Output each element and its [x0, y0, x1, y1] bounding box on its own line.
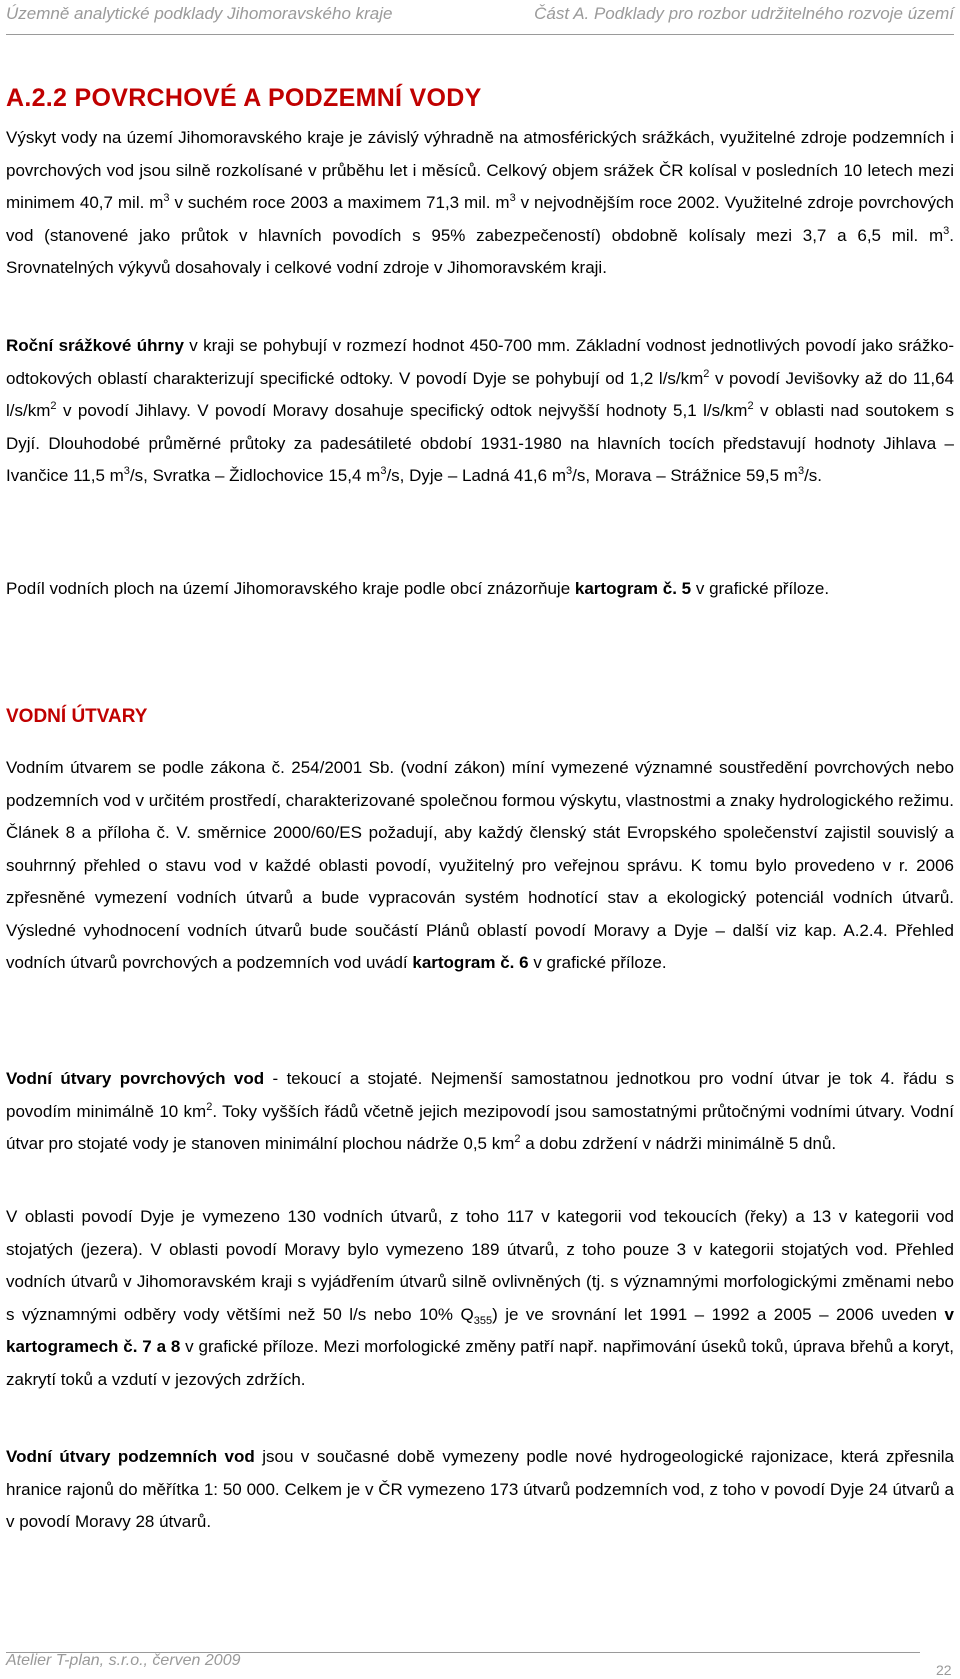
chapter-title: A.2.2 POVRCHOVÉ A PODZEMNÍ VODY [6, 84, 482, 112]
header-rule [6, 34, 954, 35]
paragraph-precipitation: Výskyt vody na území Jihomoravského kraje je závislý výhradně na atmosférických srážkách, využitelné zdroje podzemních i povrchových vod jsou silně rozkolísané v průběhu let i měsíců. Celkový objem srážek ČR kolísal v posledních 10 letech mezi minimem 40,7 mil. $m^3$ v suchém roce 2003 a maximem 71,3 mil. $m^3$ v nejvodnějším roce 2002. Využitelné zdroje povrchových vod (stanovené jako průtok v hlavních povodích s 95% zabezpečeností) obdobně kolísaly mezi 3,7 a 6,5 mil. $m^3$. Srovnatelných výkyvů dosahovaly i celkové vodní zdroje v Jihomoravském kraji. [6, 128, 954, 277]
paragraph-water-bodies: Vodním útvarem se podle zákona č. 254/2001 Sb. (vodní zákon) míní vymezené významné soustředění povrchových nebo podzemních vod v určitém prostředí, charakterizované společnou formou výskytu, vlastnostmi a znaky hydrologického režimu. Článek 8 a příloha č. V. směrnice 2000/60/ES požadují, aby každý členský stát Evropského společenství zajistil souvislý a souhrnný přehled o stavu vod v každé oblasti povodí, využitelný pro veřejnou správu. K tomu bylo provedeno v r. 2006 zpřesněné vymezení vodních útvarů a bude vypracován systém hodnotící stav a ekologický potenciál vodních útvarů. Výsledné vyhodnocení vodních útvarů bude součástí Plánů oblastí povodí Moravy a Dyje – další viz kap. A.2.4. Přehled vodních útvarů povrchových a podzemních vod uvádí kartogram č. 6 v grafické příloze. [6, 758, 954, 972]
section-heading: VODNÍ ÚTVARY [6, 706, 148, 727]
page-number: 22 [936, 1662, 952, 1678]
header-left: Územně analytické podklady Jihomoravského kraje [6, 4, 393, 23]
footer-left: Atelier T-plan, s.r.o., červen 2009 [6, 1652, 241, 1669]
paragraph-groundwater: Vodní útvary podzemních vod jsou v současné době vymezeny podle nové hydrogeologické rajonizace, která zpřesnila hranice rajonů do měřítka 1: 50 000. Celkem je v ČR vymezeno 173 útvarů podzemních vod, z toho v povodí Dyje 24 útvarů a v povodí Moravy 28 útvarů. [6, 1447, 955, 1531]
paragraph-rainfall-runoff: Roční srážkové úhrny v kraji se pohybují v rozmezí hodnot 450-700 mm. Základní vodnost jednotlivých povodí jako srážko-odtokových oblastí charakterizují specifické odtoky. V povodí Dyje se pohybují od 1,2 $l/s/km^2$ v povodí Jevišovky až do 11,64 $l/s/km^2$ v povodí Jihlavy. V povodí Moravy dosahuje specifický odtok nejvyšší hodnoty 5,1 $l/s/km^2$ v oblasti nad soutokem s Dyjí. Dlouhodobé průměrné průtoky za padesátileté období 1931-1980 na hlavních tocích představují hodnoty Jihlava – Ivančice 11,5 $m^3/s$, Svratka – Židlochovice 15,4 $m^3/s$, Dyje – Ladná 41,6 $m^3/s$, Morava – Strážnice 59,5 $m^3/s$. [6, 336, 954, 485]
page-header [0, 4, 960, 26]
header-right: Část A. Podklady pro rozbor udržitelného rozvoje území [534, 4, 954, 23]
paragraph-basin-stats: V oblasti povodí Dyje je vymezeno 130 vodních útvarů, z toho 117 v kategorii vod tekoucích (řeky) a 13 v kategorii vod stojatých (jezera). V oblasti povodí Moravy bylo vymezeno 189 útvarů, z toho pouze 3 v kategorii stojatých vod. Přehled vodních útvarů v Jihomoravském kraji s vyjádřením útvarů silně ovlivněných (tj. s významnými morfologickými změnami nebo s významnými odběry vody většími než 50 l/s nebo 10% $Q_{355}$) je ve srovnání let 1991 – 1992 a 2005 – 2006 uveden v kartogramech č. 7 a 8 v grafické příloze. Mezi morfologické změny patří např. napřimování úseků toků, úprava břehů a koryt, zakrytí toků a vzdutí v jezových zdržích. [6, 1207, 954, 1389]
paragraph-water-areas: Podíl vodních ploch na území Jihomoravského kraje podle obcí znázorňuje kartogram č. 5 v grafické příloze. [6, 579, 830, 598]
paragraph-surface-water: Vodní útvary povrchových vod - tekoucí a stojaté. Nejmenší samostatnou jednotkou pro vodní útvar je tok 4. řádu s povodím minimálně 10 $km^2$. Toky vyšších řádů včetně jejich mezipovodí jsou samostatnými průtočnými vodními útvary. Vodní útvar pro stojaté vody je stanoven minimální plochou nádrže 0,5 $km^2$ a dobu zdržení v nádrži minimálně 5 dnů. [6, 1069, 954, 1153]
